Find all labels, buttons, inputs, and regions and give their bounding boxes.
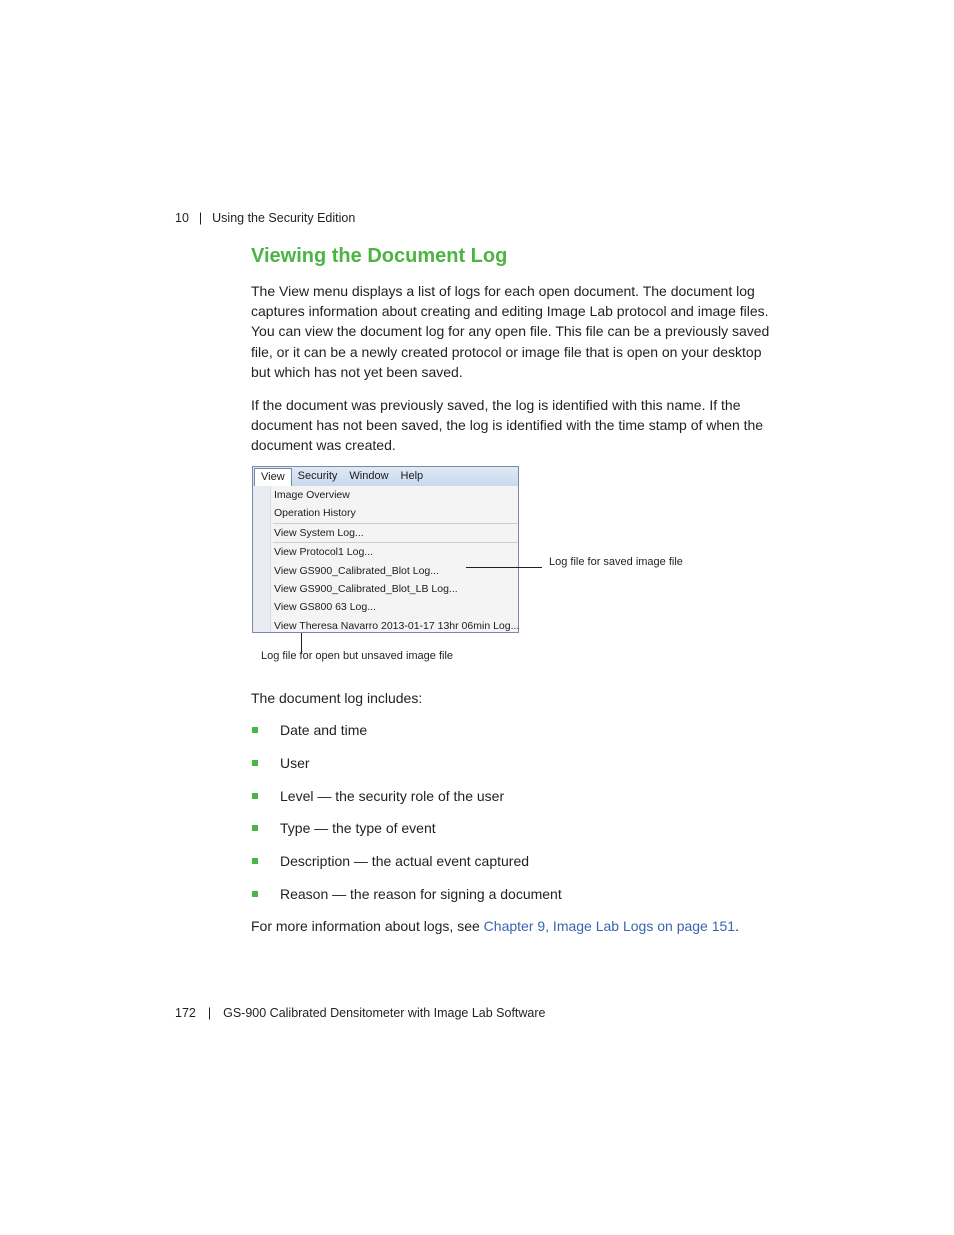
footer-page-number: 172 xyxy=(175,1006,196,1020)
callout-saved: Log file for saved image file xyxy=(549,556,683,568)
list-item-text: Level — the security role of the user xyxy=(280,787,505,804)
view-menu-screenshot xyxy=(252,466,519,633)
footer-title: GS-900 Calibrated Densitometer with Image Lab Software xyxy=(223,1006,546,1020)
menu-item-calibrated-blot-lb-log[interactable]: View GS900_Calibrated_Blot_LB Log... xyxy=(274,583,458,595)
header-separator: | xyxy=(198,211,203,225)
header-section: Using the Security Edition xyxy=(212,211,356,225)
more-info-suffix: . xyxy=(735,918,739,934)
list-item xyxy=(251,851,771,884)
menubar-window[interactable]: Window xyxy=(349,470,389,482)
list-item xyxy=(251,720,771,753)
menubar xyxy=(253,467,518,487)
bullet-square-icon xyxy=(252,858,258,864)
menu-item-unsaved-document-log[interactable]: View Theresa Navarro 2013-01-17 13hr 06min Log... xyxy=(274,620,520,632)
menubar-help[interactable]: Help xyxy=(400,470,424,482)
logs-chapter-link[interactable]: Chapter 9, Image Lab Logs on page 151 xyxy=(483,918,736,934)
list-item-text: Date and time xyxy=(280,722,368,738)
naming-paragraph: If the document was previously saved, the log is identified with this name. If the document has not been saved, the log is identified with the time stamp of when the document was created. xyxy=(251,397,764,454)
menu-item-calibrated-blot-log[interactable]: View GS900_Calibrated_Blot Log... xyxy=(274,565,439,577)
menu-divider xyxy=(273,523,518,524)
list-item xyxy=(251,753,771,786)
bullet-square-icon xyxy=(252,727,258,733)
list-item-text: Type — the type of event xyxy=(280,820,436,837)
view-dropdown xyxy=(253,486,518,632)
more-info-prefix: For more information about logs, see xyxy=(251,918,484,934)
running-footer xyxy=(175,1006,546,1020)
list-item xyxy=(251,786,771,819)
menubar-view[interactable]: View xyxy=(254,468,292,487)
header-page-number: 10 xyxy=(175,211,189,225)
menu-divider xyxy=(273,542,518,543)
list-item-text: Reason — the reason for signing a document xyxy=(280,885,562,902)
list-item-text: User xyxy=(280,754,310,771)
running-header xyxy=(175,211,355,225)
menubar-security[interactable]: Security xyxy=(297,470,338,482)
menu-icon-gutter xyxy=(253,486,271,632)
bullet-square-icon xyxy=(252,760,258,766)
more-info-paragraph xyxy=(251,916,781,936)
intro-paragraph: The View menu displays a list of logs for each open document. The document log captures information about creating and editing Image Lab protocol and image files. You can view the document log for any open file. This file can be a previously saved file, or it can be a newly created protocol or image file that is open on your desktop but which has not yet been saved. xyxy=(251,283,770,380)
callout-unsaved: Log file for open but unsaved image file xyxy=(261,650,454,662)
bullet-square-icon xyxy=(252,825,258,831)
list-item xyxy=(251,818,771,851)
callout-leader-saved xyxy=(466,567,542,568)
bullet-square-icon xyxy=(252,891,258,897)
log-fields-list xyxy=(251,720,771,917)
menu-item-image-overview[interactable]: Image Overview xyxy=(274,489,350,501)
footer-separator: | xyxy=(207,1006,212,1020)
menu-item-protocol1-log[interactable]: View Protocol1 Log... xyxy=(274,546,374,558)
page-title: Viewing the Document Log xyxy=(251,245,508,267)
menu-item-view-system-log[interactable]: View System Log... xyxy=(274,527,364,539)
menu-item-gs800-63-log[interactable]: View GS800 63 Log... xyxy=(274,601,376,613)
bullet-square-icon xyxy=(252,793,258,799)
list-item xyxy=(251,884,771,917)
list-item-text: Description — the actual event captured xyxy=(280,853,530,870)
menu-item-operation-history[interactable]: Operation History xyxy=(274,507,356,519)
includes-paragraph: The document log includes: xyxy=(251,690,423,706)
